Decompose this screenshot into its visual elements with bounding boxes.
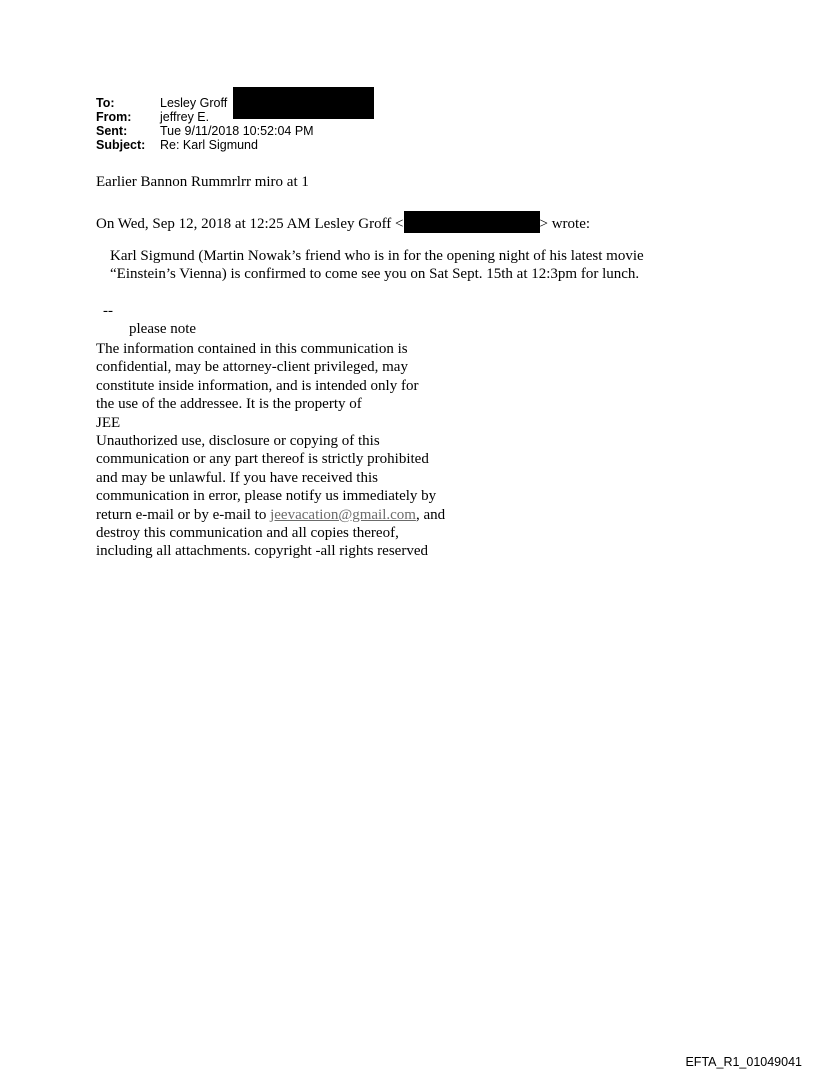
disclaimer-line: constitute inside information, and is intended only for	[96, 377, 419, 394]
subject-row	[96, 138, 314, 152]
subject-value: Re: Karl Sigmund	[160, 138, 258, 152]
quote-intro	[96, 211, 590, 233]
to-label: To:	[96, 96, 115, 110]
subject-label: Subject:	[96, 138, 146, 152]
disclaimer-email-line	[96, 506, 445, 524]
please-note: please note	[129, 321, 197, 337]
disclaimer-line: JEE	[96, 414, 121, 431]
quoted-line: Karl Sigmund (Martin Nowak’s friend who is in for the opening night of his latest movie	[110, 248, 644, 264]
document-id: EFTA_R1_01049041	[685, 1055, 802, 1069]
disclaimer-line: communication in error, please notify us immediately by	[96, 488, 437, 505]
signature-separator: --	[103, 303, 113, 319]
reply-text: Earlier Bannon Rummrlrr miro at 1	[96, 174, 309, 190]
sent-label: Sent:	[96, 124, 128, 138]
disclaimer-line: Unauthorized use, disclosure or copying of this	[96, 433, 380, 450]
disclaimer-line: the use of the addressee. It is the property of	[96, 396, 362, 413]
email-line-prefix: return e-mail or by e-mail to	[96, 506, 271, 523]
disclaimer-line: confidential, may be attorney-client privileged, may	[96, 359, 408, 376]
quoted-line: “Einstein’s Vienna) is confirmed to come see you on Sat Sept. 15th at 12:3pm for lunch.	[110, 266, 640, 282]
redaction-box	[233, 87, 374, 119]
quote-intro-suffix: > wrote:	[539, 216, 591, 232]
disclaimer	[96, 340, 445, 561]
disclaimer-line: communication or any part thereof is strictly prohibited	[96, 451, 429, 468]
from-label: From:	[96, 110, 132, 124]
from-value: jeffrey E.	[160, 110, 210, 124]
sent-row	[96, 124, 314, 138]
quoted-message	[110, 247, 644, 283]
email-link[interactable]: jeevacation@gmail.com	[270, 506, 416, 523]
quote-intro-prefix: On Wed, Sep 12, 2018 at 12:25 AM Lesley Groff <	[96, 216, 404, 232]
disclaimer-line: The information contained in this communication is	[96, 341, 408, 357]
disclaimer-line: including all attachments. copyright -all rights reserved	[96, 543, 428, 560]
disclaimer-line: destroy this communication and all copies thereof,	[96, 525, 399, 542]
disclaimer-line: and may be unlawful. If you have received this	[96, 469, 378, 486]
email-line-suffix: , and	[415, 506, 446, 523]
email-header	[96, 96, 314, 152]
sent-value: Tue 9/11/2018 10:52:04 PM	[160, 124, 314, 138]
redaction-box	[404, 211, 540, 233]
to-value: Lesley Groff	[160, 96, 228, 110]
